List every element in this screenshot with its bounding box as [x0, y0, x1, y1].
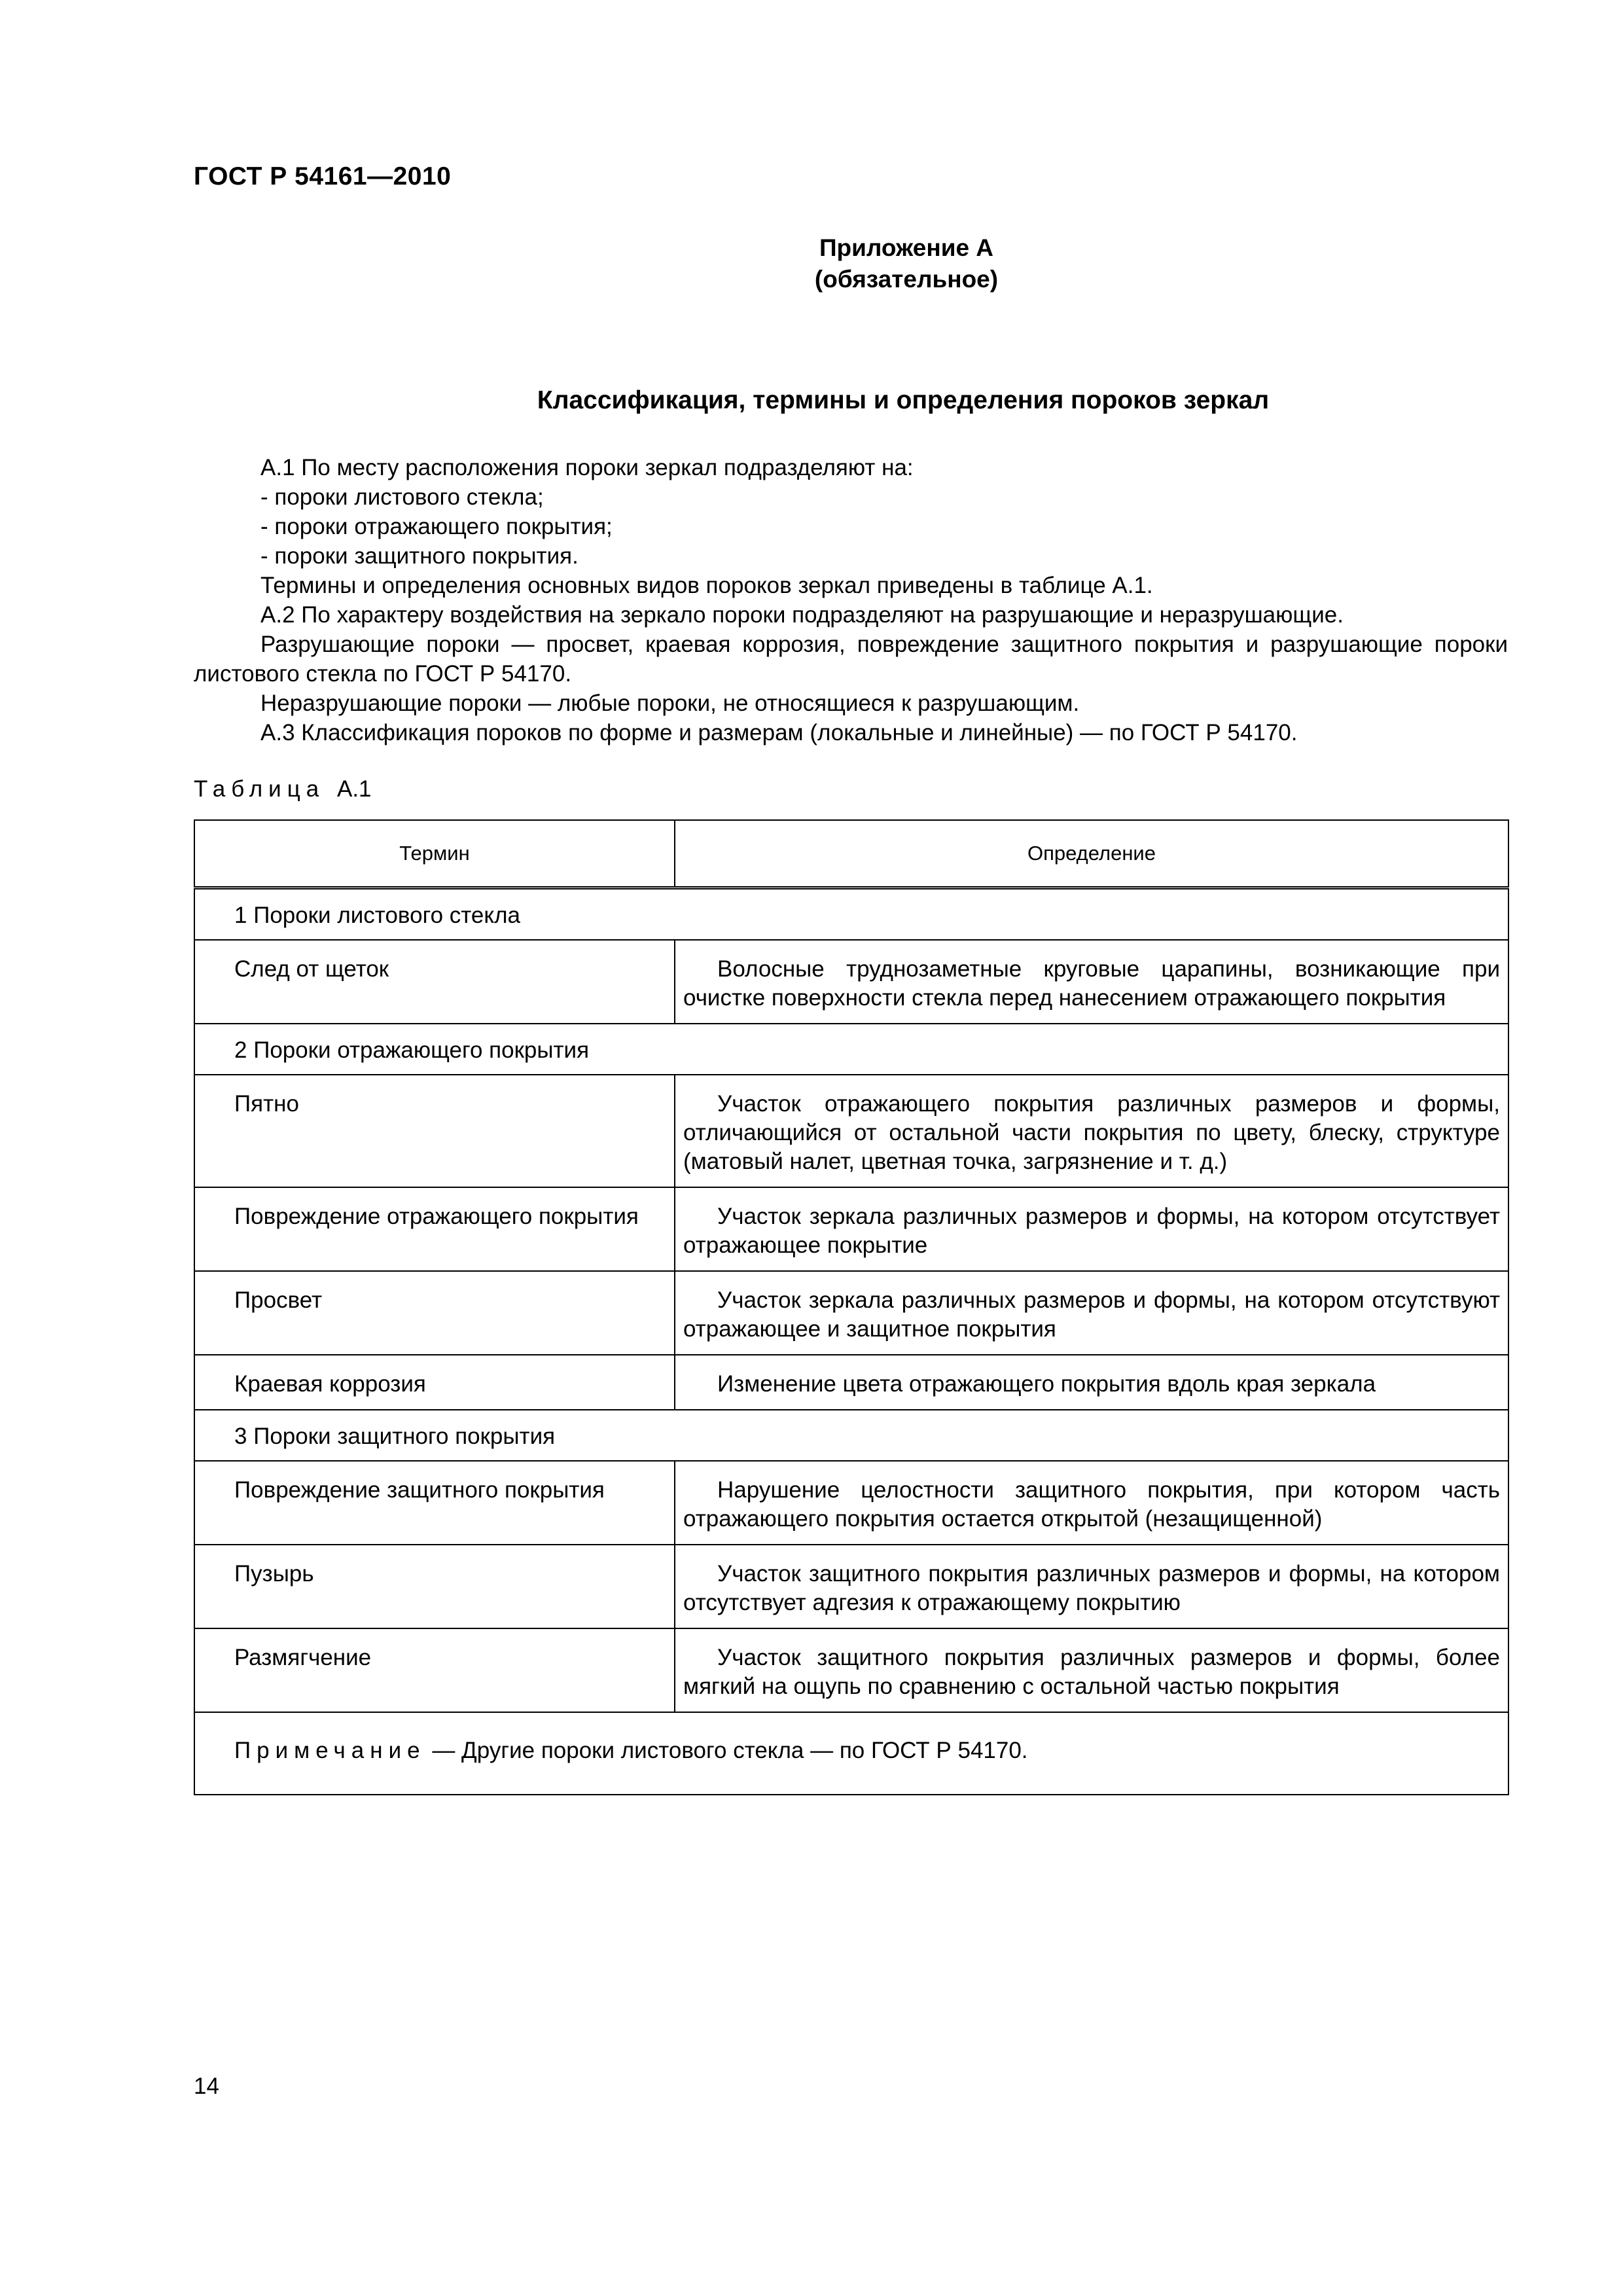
table-note	[194, 1712, 1508, 1795]
table-caption-word: Таблица	[194, 776, 325, 802]
table-caption	[194, 776, 372, 802]
defects-table	[194, 819, 1509, 1795]
table-group-row	[194, 1024, 1508, 1075]
definition-cell: Участок защитного покрытия различных размеров и формы, более мягкий на ощупь по сравнению с остальной частью покрытия	[675, 1628, 1508, 1712]
term-cell: Размягчение	[194, 1628, 675, 1712]
list-item: - пороки защитного покрытия.	[260, 543, 579, 569]
header-definition: Определение	[675, 820, 1508, 888]
table-row	[194, 1545, 1508, 1628]
paragraph-a1: А.1 По месту расположения пороки зеркал подразделяют на:	[260, 455, 914, 480]
appendix-label: Приложение А	[819, 234, 994, 261]
term-cell: Повреждение отражающего покрытия	[194, 1187, 675, 1271]
table-row	[194, 1075, 1508, 1187]
table-note-row	[194, 1712, 1508, 1795]
definition-cell: Изменение цвета отражающего покрытия вдоль края зеркала	[675, 1355, 1508, 1410]
appendix-title	[0, 232, 1623, 295]
term-cell: Просвет	[194, 1271, 675, 1355]
table-row	[194, 1187, 1508, 1271]
body-text	[194, 453, 1508, 747]
definition-cell: Участок зеркала различных размеров и формы, на котором отсутствует отражающее покрытие	[675, 1187, 1508, 1271]
paragraph-destructive: Разрушающие пороки — просвет, краевая коррозия, повреждение защитного покрытия и разрушающие пороки листового стекла по ГОСТ Р 54170.	[194, 632, 1508, 687]
section-title-text: Классификация, термины и определения пороков зеркал	[537, 386, 1270, 414]
table-row	[194, 1271, 1508, 1355]
table-group-row	[194, 888, 1508, 941]
list-item: - пороки отражающего покрытия;	[260, 514, 613, 539]
table-header-row	[194, 820, 1508, 888]
group-label: 2 Пороки отражающего покрытия	[194, 1024, 1508, 1075]
paragraph-nondestructive: Неразрушающие пороки — любые пороки, не относящиеся к разрушающим.	[260, 691, 1080, 716]
group-label: 3 Пороки защитного покрытия	[194, 1410, 1508, 1461]
definition-cell: Волосные труднозаметные круговые царапины, возникающие при очистке поверхности стекла перед нанесением отражающего покрытия	[675, 940, 1508, 1024]
table-row	[194, 1461, 1508, 1545]
term-cell: Пятно	[194, 1075, 675, 1187]
page-number: 14	[194, 2073, 219, 2099]
document-header: ГОСТ Р 54161—2010	[194, 162, 452, 190]
note-label: Примечание	[234, 1738, 426, 1763]
definition-cell: Участок защитного покрытия различных размеров и формы, на котором отсутствует адгезия к отражающему покрытию	[675, 1545, 1508, 1628]
term-cell: Пузырь	[194, 1545, 675, 1628]
table-group-row	[194, 1410, 1508, 1461]
definition-cell: Участок зеркала различных размеров и формы, на котором отсутствуют отражающее и защитное покрытия	[675, 1271, 1508, 1355]
table-caption-number: А.1	[336, 776, 372, 802]
section-title	[0, 386, 1623, 415]
paragraph-terms-ref: Термины и определения основных видов пороков зеркал приведены в таблице А.1.	[260, 573, 1153, 598]
appendix-status: (обязательное)	[814, 266, 999, 293]
table-row	[194, 1355, 1508, 1410]
term-cell: Краевая коррозия	[194, 1355, 675, 1410]
paragraph-a3: А.3 Классификация пороков по форме и размерам (локальные и линейные) — по ГОСТ Р 54170.	[260, 720, 1298, 745]
table-row	[194, 1628, 1508, 1712]
group-label: 1 Пороки листового стекла	[194, 888, 1508, 941]
paragraph-a2: А.2 По характеру воздействия на зеркало пороки подразделяют на разрушающие и неразрушающие.	[260, 602, 1344, 628]
definition-cell: Участок отражающего покрытия различных размеров и формы, отличающийся от остальной части покрытия по цвету, блеску, структуре (матовый налет, цветная точка, загрязнение и т. д.)	[675, 1075, 1508, 1187]
list-item: - пороки листового стекла;	[260, 484, 544, 510]
header-term: Термин	[194, 820, 675, 888]
note-text: — Другие пороки листового стекла — по ГОСТ Р 54170.	[425, 1738, 1028, 1763]
definition-cell: Нарушение целостности защитного покрытия, при котором часть отражающего покрытия остается открытой (незащищенной)	[675, 1461, 1508, 1545]
term-cell: След от щеток	[194, 940, 675, 1024]
term-cell: Повреждение защитного покрытия	[194, 1461, 675, 1545]
table-row	[194, 940, 1508, 1024]
